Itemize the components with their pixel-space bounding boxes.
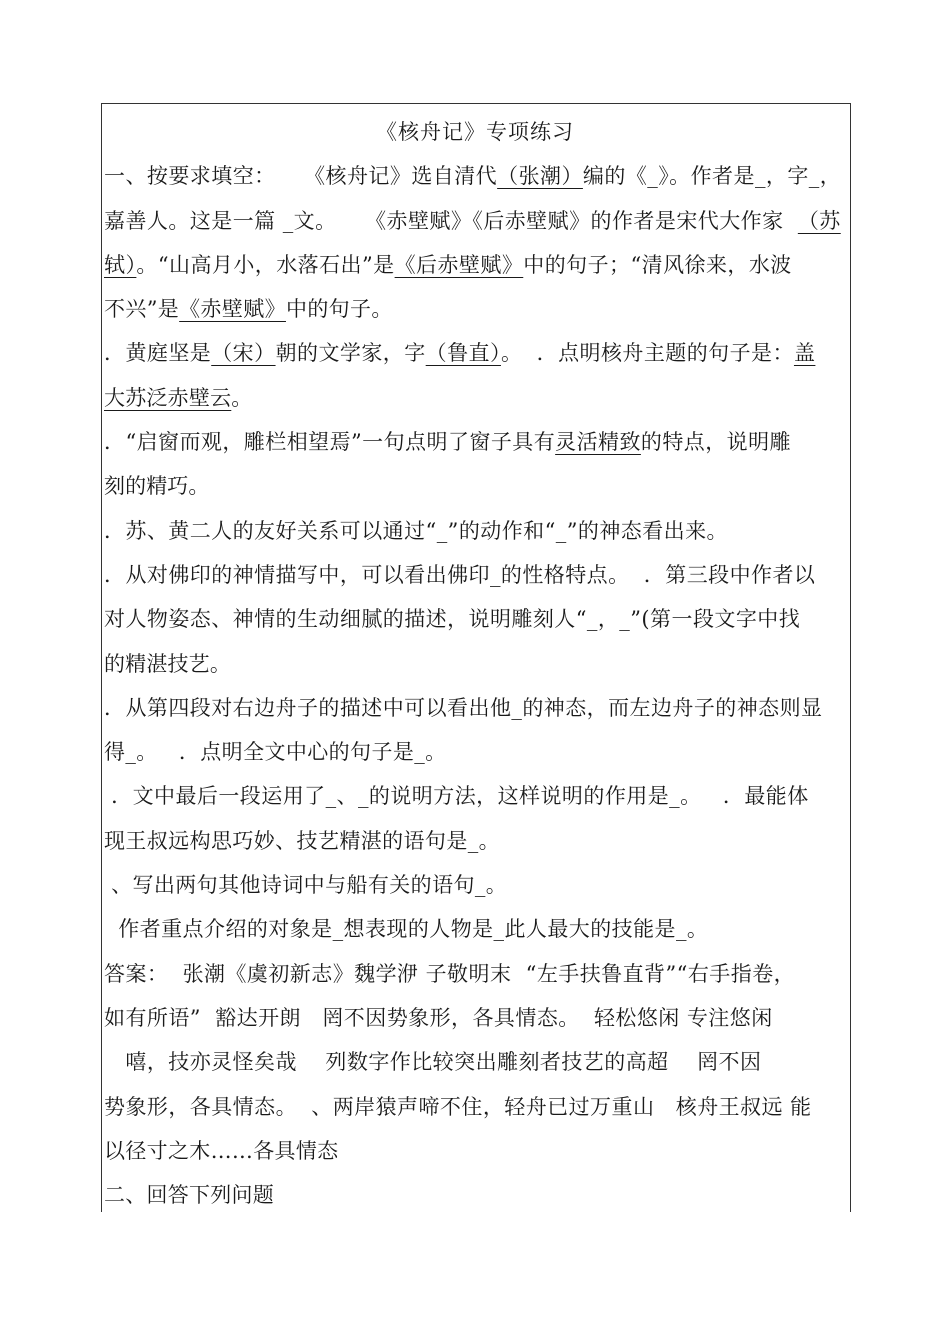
text-line [104, 509, 846, 553]
text-line [104, 730, 846, 774]
underlined-answer: 《赤壁赋》 [179, 297, 286, 322]
text-line [104, 376, 846, 420]
text-line [104, 597, 846, 641]
document-body [104, 110, 846, 1217]
underlined-answer: 盖 [793, 341, 816, 366]
underlined-answer: （宋） [211, 341, 276, 366]
text-segment: 嘉善人。这是一篇 _文。 《赤壁赋》《后赤壁赋》的作者是宋代大作家 [104, 208, 798, 233]
text-line [104, 819, 846, 863]
text-line [104, 952, 846, 996]
text-segment: 。“山高月小，水落石出”是 [136, 252, 395, 277]
text-segment: ．“启窗而观，雕栏相望焉”一句点明了窗子具有 [104, 430, 556, 455]
text-line [104, 996, 846, 1040]
text-segment: 一、按要求填空： 《核舟记》选自清代 [104, 164, 498, 189]
text-line [104, 154, 846, 198]
text-segment: 势象形，各具情态。 、两岸猿声啼不住，轻舟已过万重山 核舟王叔远 能 [104, 1094, 812, 1119]
text-line [104, 1040, 846, 1084]
text-segment: 中的句子。 [285, 297, 393, 322]
text-segment: ．从第四段对右边舟子的描述中可以看出他_的神态，而左边舟子的神态则显 [104, 695, 823, 720]
page-title: 《核舟记》专项练习 [376, 120, 574, 144]
text-line [104, 243, 846, 287]
text-segment: 答案： 张潮《虞初新志》魏学洢 子敬明末 “左手扶鲁直背”“右手指卷， [104, 961, 796, 986]
text-segment: 朝的文学家，字 [275, 341, 426, 366]
text-segment: 嘻，技亦灵怪矣哉 列数字作比较突出雕刻者技艺的高超 罔不因 [104, 1050, 762, 1075]
underlined-answer: （鲁直） [425, 341, 501, 366]
text-line [104, 199, 846, 243]
text-segment: 中的句子；“清风徐来，水波 [523, 252, 792, 277]
text-segment: 以径寸之木……各具情态 [104, 1138, 339, 1163]
text-segment: ．从对佛印的神情描写中，可以看出佛印_的性格特点。 ．第三段中作者以 [104, 562, 816, 587]
text-line [104, 1173, 846, 1217]
text-segment: 二、回答下列问题 [104, 1183, 274, 1208]
text-line [104, 464, 846, 508]
text-line [104, 907, 846, 951]
text-segment: 现王叔远构思巧妙、技艺精湛的语句是_。 [104, 828, 500, 853]
text-segment: 不兴”是 [104, 297, 180, 322]
underlined-answer: （张潮） [497, 164, 583, 189]
underlined-answer: 《后赤壁赋》 [394, 252, 524, 277]
text-lines [104, 154, 846, 1217]
text-segment: 作者重点介绍的对象是_想表现的人物是_此人最大的技能是_。 [104, 917, 709, 942]
text-line [104, 331, 846, 375]
text-segment: ．苏、黄二人的友好关系可以通过“_”的动作和“_”的神态看出来。 [104, 518, 728, 543]
text-segment: 编的《_》。作者是_，字_， [582, 164, 842, 189]
text-segment: 的特点，说明雕 [640, 430, 791, 455]
text-line [104, 1085, 846, 1129]
text-line [104, 1129, 846, 1173]
text-segment: 。 [231, 385, 253, 410]
text-line [104, 686, 846, 730]
text-segment: ．黄庭坚是 [104, 341, 212, 366]
text-line [104, 774, 846, 818]
text-segment: 刻的精巧。 [104, 474, 210, 499]
text-line [104, 287, 846, 331]
underlined-answer: 大苏泛赤壁云 [104, 385, 232, 410]
text-segment: 如有所语” 豁达开朗 罔不因势象形，各具情态。 轻松悠闲 专注悠闲 [104, 1005, 773, 1030]
text-line [104, 553, 846, 597]
text-segment: 的精湛技艺。 [104, 651, 231, 676]
text-segment: 得_。 ．点明全文中心的句子是_。 [104, 740, 447, 765]
text-segment: 。 ．点明核舟主题的句子是： [500, 341, 794, 366]
text-segment: 对人物姿态、神情的生动细腻的描述，说明雕刻人“_，_”(第一段文字中找 [104, 607, 801, 632]
text-line [104, 642, 846, 686]
text-line [104, 420, 846, 464]
underlined-answer: 灵活精致 [555, 430, 641, 455]
underlined-answer: 轼） [104, 252, 137, 277]
underlined-answer: （苏 [797, 208, 841, 233]
text-segment: ．文中最后一段运用了_、_的说明方法，这样说明的作用是_。 ．最能体 [104, 784, 809, 809]
text-line [104, 863, 846, 907]
text-segment: 、写出两句其他诗词中与船有关的语句_。 [104, 873, 508, 898]
